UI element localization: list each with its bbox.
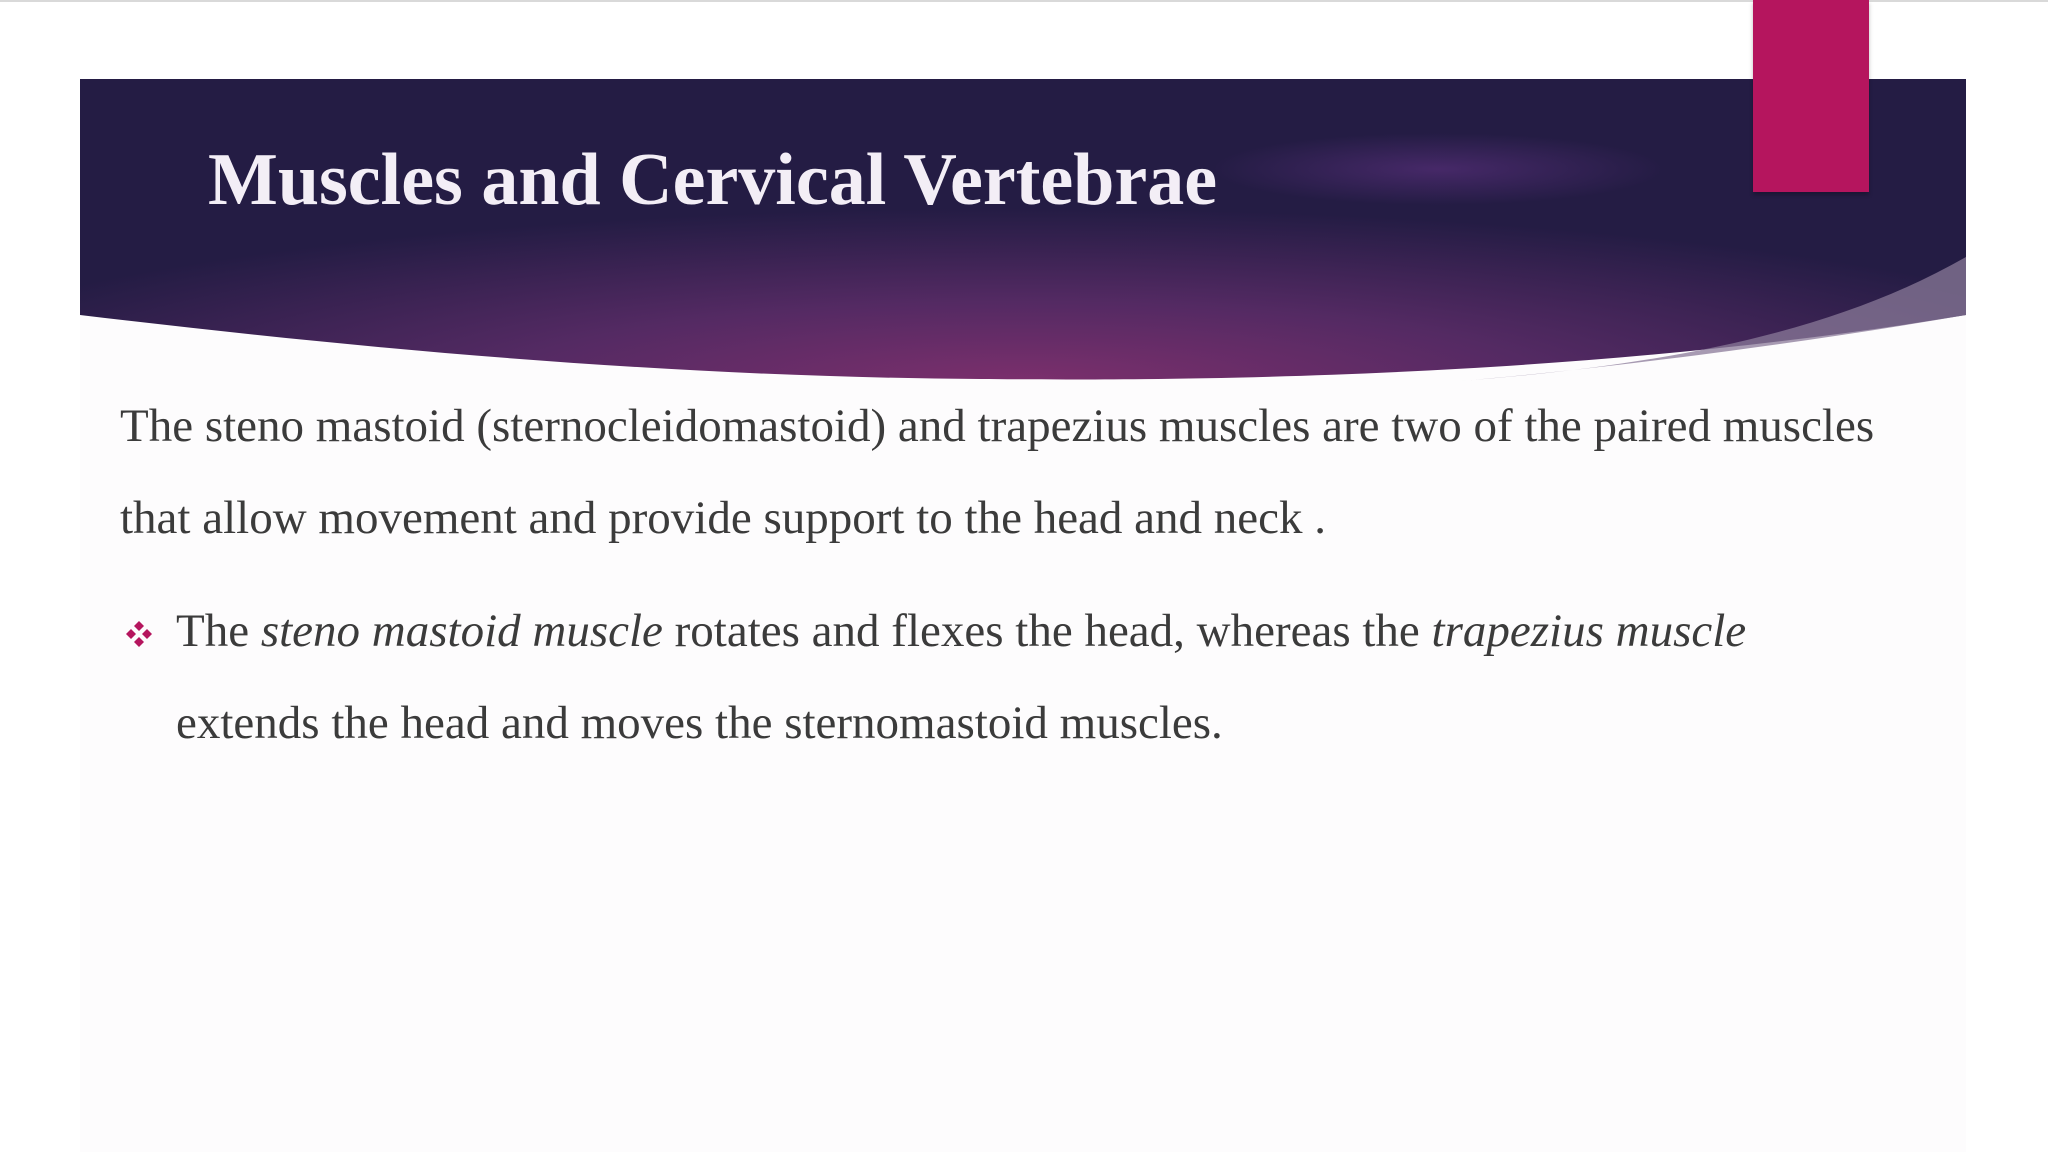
bullet-text-part: extends the head and moves the sternomastoid muscles. — [176, 697, 1223, 749]
top-divider — [0, 0, 2048, 2]
four-diamond-bullet-icon — [123, 618, 155, 650]
accent-tab — [1753, 0, 1869, 192]
title-banner — [80, 79, 1966, 381]
bullet-italic-term: trapezius muscle — [1431, 605, 1747, 657]
body-paragraph: The steno mastoid (sternocleidomastoid) and trapezius muscles are two of the paired muscles that allow movement and provide support to the head and neck . — [120, 400, 1875, 544]
bullet-italic-term: steno mastoid muscle — [260, 605, 663, 657]
bullet-item — [176, 585, 1876, 769]
slide-title: Muscles and Cervical Vertebrae — [208, 139, 1218, 221]
bullet-text-part: The — [176, 605, 261, 657]
bullet-text-part: rotates and flexes the head, whereas the — [662, 605, 1432, 657]
